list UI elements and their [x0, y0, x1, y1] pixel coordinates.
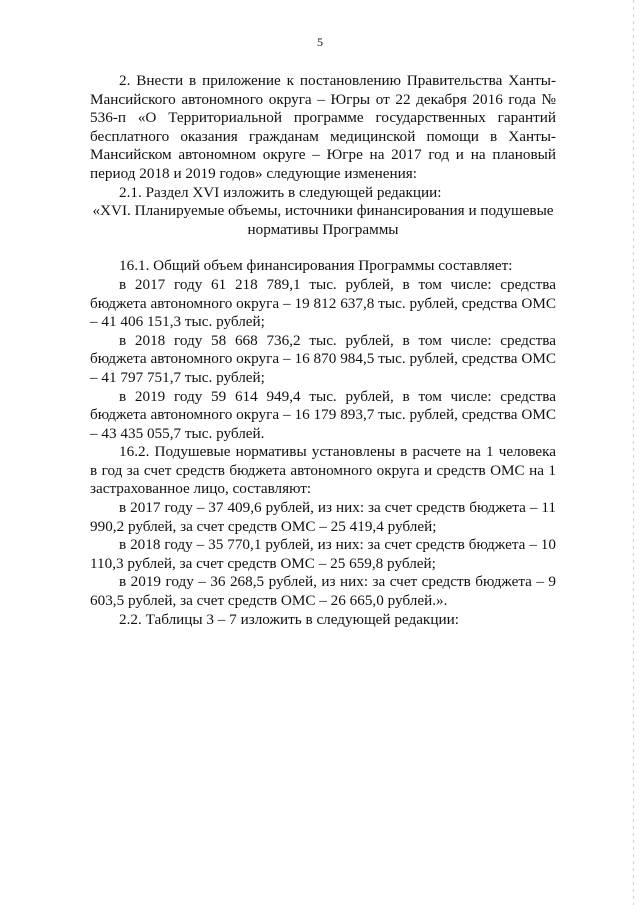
paragraph-financing-2018: в 2018 году 58 668 736,2 тыс. рублей, в том числе: средства бюджета автономного округа – 16 870 984,5 тыс. рублей, средства ОМС – 41 797 751,7 тыс. рублей; [90, 331, 556, 386]
paragraph-norm-2017: в 2017 году – 37 409,6 рублей, из них: за счет средств бюджета – 11 990,2 рублей, за счет средств ОМС – 25 419,4 рублей; [90, 499, 556, 535]
paragraph-16-1: 16.1. Общий объем финансирования Программы составляет: [119, 257, 513, 275]
paragraph-financing-2019: в 2019 году 59 614 949,4 тыс. рублей, в том числе: средства бюджета автономного округа – 16 179 893,7 тыс. рублей, средства ОМС – 43 435 055,7 тыс. рублей. [90, 387, 556, 442]
paragraph-16-2: 16.2. Подушевые нормативы установлены в расчете на 1 человека в год за счет средств бюджета автономного округа и средств ОМС на 1 застрахованное лицо, составляют: [90, 443, 556, 498]
section-xvi-heading: «XVI. Планируемые объемы, источники финансирования и подушевые нормативы Программы [92, 202, 554, 238]
scan-edge [633, 0, 634, 905]
paragraph-norm-2018: в 2018 году – 35 770,1 рублей, из них: за счет средств бюджета – 10 110,3 рублей, за счет средств ОМС – 25 659,8 рублей; [90, 536, 556, 572]
paragraph-section-2-2: 2.2. Таблицы 3 – 7 изложить в следующей редакции: [119, 610, 459, 628]
paragraph-amendment-intro: 2. Внести в приложение к постановлению Правительства Ханты-Мансийского автономного округа – Югры от 22 декабря 2016 года № 536-п «О Территориальной программе государственных гарантий бесплатного оказания гражданам медицинской помощи в Ханты-Мансийском автономном округе – Югре на 2017 год и на плановый период 2018 и 2019 годов» следующие изменения: [90, 72, 556, 182]
page-number: 5 [317, 35, 323, 49]
paragraph-section-2-1: 2.1. Раздел XVI изложить в следующей редакции: [119, 183, 442, 201]
document-body [90, 72, 556, 629]
spacer [90, 239, 556, 257]
paragraph-financing-2017: в 2017 году 61 218 789,1 тыс. рублей, в том числе: средства бюджета автономного округа – 19 812 637,8 тыс. рублей, средства ОМС – 41 406 151,3 тыс. рублей; [90, 275, 556, 331]
paragraph-norm-2019: в 2019 году – 36 268,5 рублей, из них: за счет средств бюджета – 9 603,5 рублей, за счет средств ОМС – 26 665,0 рублей.». [90, 573, 556, 610]
